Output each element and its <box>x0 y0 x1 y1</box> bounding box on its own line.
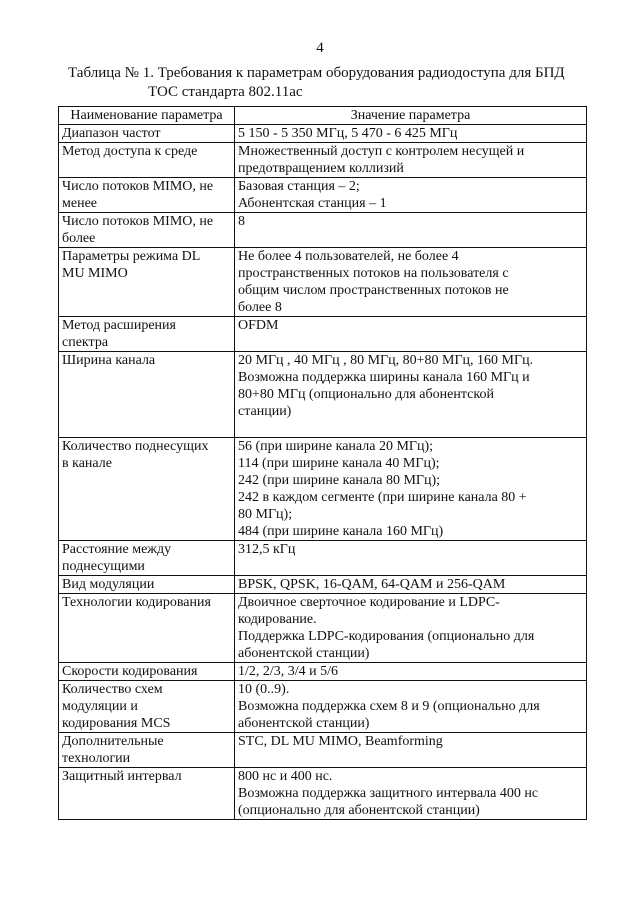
cell-line: Абонентская станция – 1 <box>238 196 387 211</box>
table-row <box>59 143 587 178</box>
cell-line <box>238 420 583 437</box>
cell-line: 800 нс и 400 нс. <box>238 769 333 784</box>
table-row <box>59 352 587 438</box>
cell-line: Не более 4 пользователей, не более 4 <box>238 249 459 264</box>
cell-line: общим числом пространственных потоков не <box>238 283 509 298</box>
parameter-name-cell <box>59 317 235 352</box>
cell-line: поднесущими <box>62 559 145 574</box>
parameter-name-cell <box>59 541 235 576</box>
caption-line-1: Таблица № 1. Требования к параметрам оборудования радиодоступа для БПД <box>68 65 565 81</box>
table-row <box>59 594 587 663</box>
parameter-name-cell <box>59 733 235 768</box>
table-row <box>59 681 587 733</box>
cell-line: Количество схем <box>62 682 163 697</box>
cell-line: Вид модуляции <box>62 577 155 592</box>
cell-line: Технологии кодирования <box>62 595 211 610</box>
parameter-name-cell <box>59 178 235 213</box>
cell-line: 312,5 кГц <box>238 542 296 557</box>
parameter-value-cell <box>235 541 587 576</box>
cell-line: в канале <box>62 456 112 471</box>
parameter-value-cell <box>235 248 587 317</box>
cell-line: Защитный интервал <box>62 769 182 784</box>
parameter-name-cell <box>59 663 235 681</box>
table-row <box>59 663 587 681</box>
cell-line: Множественный доступ с контролем несущей и <box>238 144 525 159</box>
cell-line: Дополнительные <box>62 734 164 749</box>
cell-line: менее <box>62 196 97 211</box>
parameter-name-cell <box>59 352 235 438</box>
parameter-value-cell <box>235 213 587 248</box>
cell-line: Базовая станция – 2; <box>238 179 360 194</box>
parameter-name-cell <box>59 768 235 820</box>
cell-line: абонентской станции) <box>238 716 370 731</box>
parameter-value-cell <box>235 594 587 663</box>
table-row <box>59 317 587 352</box>
cell-line: 56 (при ширине канала 20 МГц); <box>238 439 434 454</box>
parameter-value-cell <box>235 143 587 178</box>
cell-line: Возможна поддержка схем 8 и 9 (опционально для <box>238 699 540 714</box>
cell-line: модуляции и <box>62 699 138 714</box>
table-row <box>59 733 587 768</box>
parameter-value-cell <box>235 352 587 438</box>
parameter-value-cell <box>235 178 587 213</box>
table-row <box>59 541 587 576</box>
cell-line: MU MIMO <box>62 266 128 281</box>
cell-line: спектра <box>62 335 109 350</box>
cell-line: 20 МГц , 40 МГц , 80 МГц, 80+80 МГц, 160 МГц. <box>238 353 534 368</box>
cell-line: станции) <box>238 404 292 419</box>
cell-line: OFDM <box>238 318 279 333</box>
cell-line: 80 МГц); <box>238 507 293 522</box>
table-row <box>59 576 587 594</box>
table-row <box>59 178 587 213</box>
cell-line: 114 (при ширине канала 40 МГц); <box>238 456 440 471</box>
cell-line: Поддержка LDPC-кодирования (опционально для <box>238 629 535 644</box>
cell-line: кодирования MCS <box>62 716 171 731</box>
cell-line: 8 <box>238 214 245 229</box>
parameter-name-cell <box>59 681 235 733</box>
parameter-value-cell <box>235 576 587 594</box>
cell-line: Расстояние между <box>62 542 172 557</box>
cell-line: Метод доступа к среде <box>62 144 198 159</box>
parameter-value-cell <box>235 733 587 768</box>
cell-line: (опционально для абонентской станции) <box>238 803 480 818</box>
cell-line: 80+80 МГц (опционально для абонентской <box>238 387 494 402</box>
parameter-name-cell <box>59 576 235 594</box>
table-row <box>59 213 587 248</box>
cell-line: абонентской станции) <box>238 646 370 661</box>
parameter-name-cell <box>59 143 235 178</box>
cell-line: предотвращением коллизий <box>238 161 404 176</box>
parameter-name-cell <box>59 248 235 317</box>
requirements-table <box>58 106 587 820</box>
cell-line: STC, DL MU MIMO, Beamforming <box>238 734 443 749</box>
cell-line: 10 (0..9). <box>238 682 290 697</box>
table-body <box>59 125 587 820</box>
parameter-name-cell <box>59 213 235 248</box>
parameter-value-cell <box>235 125 587 143</box>
table-row <box>59 438 587 541</box>
cell-line: Двоичное сверточное кодирование и LDPC- <box>238 595 500 610</box>
parameter-value-cell <box>235 768 587 820</box>
caption-line-2: ТОС стандарта 802.11ac <box>148 84 303 100</box>
parameter-name-cell <box>59 438 235 541</box>
parameter-value-cell <box>235 681 587 733</box>
cell-line: Диапазон частот <box>62 126 161 141</box>
header-parameter-name: Наименование параметра <box>59 107 235 125</box>
table-row <box>59 248 587 317</box>
cell-line: Число потоков MIMO, не <box>62 179 214 194</box>
cell-line: Количество поднесущих <box>62 439 209 454</box>
page-number: 4 <box>316 40 324 56</box>
cell-line: 1/2, 2/3, 3/4 и 5/6 <box>238 664 339 679</box>
cell-line: Возможна поддержка ширины канала 160 МГц и <box>238 370 530 385</box>
table-row <box>59 768 587 820</box>
parameter-name-cell <box>59 594 235 663</box>
cell-line: более <box>62 231 96 246</box>
cell-line: 484 (при ширине канала 160 МГц) <box>238 524 444 539</box>
header-parameter-value: Значение параметра <box>235 107 587 125</box>
cell-line: Число потоков MIMO, не <box>62 214 214 229</box>
cell-line: технологии <box>62 751 131 766</box>
table-header-row <box>59 107 587 125</box>
table-caption <box>68 64 588 102</box>
cell-line: Параметры режима DL <box>62 249 201 264</box>
table-row <box>59 125 587 143</box>
cell-line: Возможна поддержка защитного интервала 400 нс <box>238 786 539 801</box>
cell-line: 242 (при ширине канала 80 МГц); <box>238 473 441 488</box>
parameter-value-cell <box>235 317 587 352</box>
cell-line: 5 150 - 5 350 МГц, 5 470 - 6 425 МГц <box>238 126 458 141</box>
cell-line: пространственных потоков на пользователя с <box>238 266 509 281</box>
cell-line: 242 в каждом сегменте (при ширине канала 80 + <box>238 490 527 505</box>
parameter-value-cell <box>235 663 587 681</box>
parameter-name-cell <box>59 125 235 143</box>
cell-line: более 8 <box>238 300 282 315</box>
cell-line: Скорости кодирования <box>62 664 198 679</box>
cell-line: BPSK, QPSK, 16-QAM, 64-QAM и 256-QAM <box>238 577 506 592</box>
cell-line: Метод расширения <box>62 318 176 333</box>
parameter-value-cell <box>235 438 587 541</box>
cell-line: Ширина канала <box>62 353 156 368</box>
cell-line: кодирование. <box>238 612 317 627</box>
